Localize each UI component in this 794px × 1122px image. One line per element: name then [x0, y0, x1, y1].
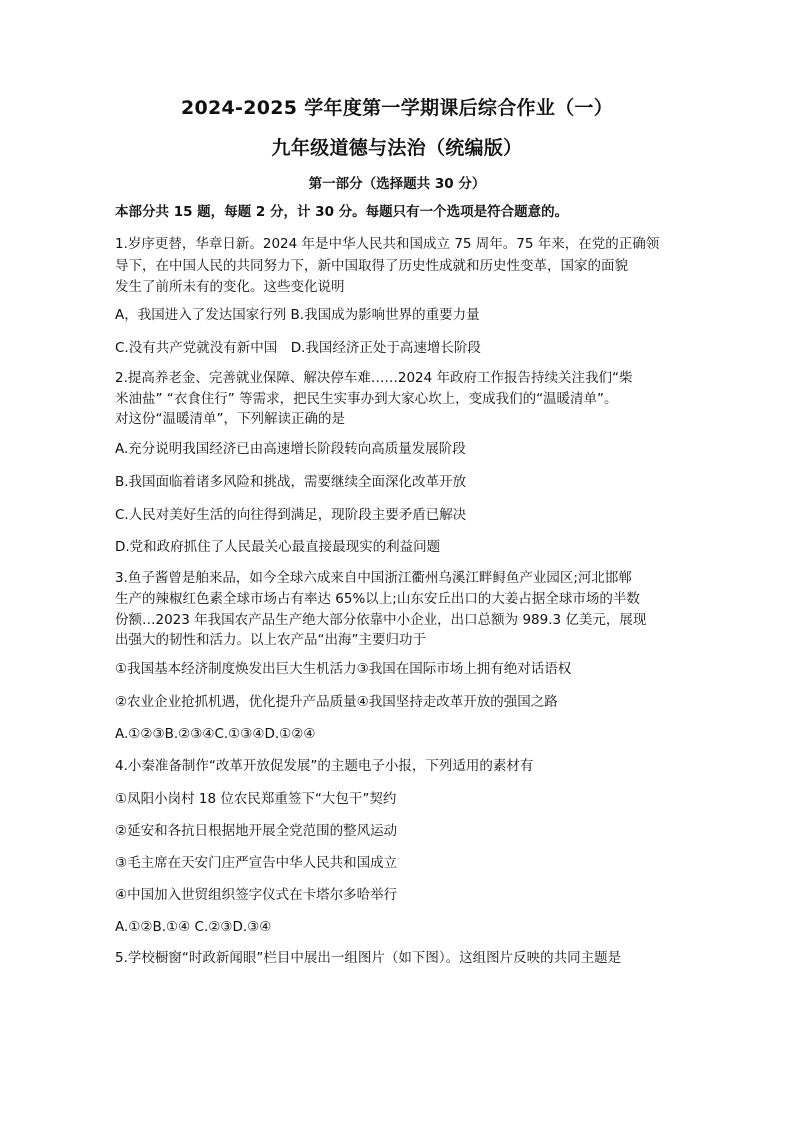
- q2-option-d: D.党和政府抓住了人民最关心最直接最现实的利益问题: [115, 539, 441, 555]
- instructions: 本部分共 15 题，每题 2 分，计 30 分。每题只有一个选项是符合题意的。: [115, 204, 569, 220]
- q1-options-cd: C.没有共产党就没有新中国 D.我国经济正处于高速增长阶段: [115, 340, 481, 356]
- q1-stem-line: 1.岁序更替，华章日新。2024 年是中华人民共和国成立 75 周年。75 年来，在党的正确领: [115, 236, 660, 252]
- q4-options: A.①②B.①④ C.②③D.③④: [115, 919, 272, 935]
- q2-option-c: C.人民对美好生活的向往得到满足，现阶段主要矛盾已解决: [115, 507, 467, 523]
- q3-stem-line: 份额…2023 年我国农产品生产绝大部分依靠中小企业，出口总额为 989.3 亿美元，展现: [115, 612, 647, 628]
- q1-stem-line: 发生了前所未有的变化。这些变化说明: [115, 279, 345, 295]
- q2-stem-line: 对这份“温暖清单”，下列解读正确的是: [115, 411, 345, 427]
- q4-statement: ③毛主席在天安门庄严宣告中华人民共和国成立: [115, 855, 398, 871]
- q4-stem: 4.小秦准备制作“改革开放促发展”的主题电子小报，下列适用的素材有: [115, 758, 534, 774]
- q4-statement: ②延安和各抗日根据地开展全党范围的整风运动: [115, 823, 398, 839]
- q1-stem-line: 导下，在中国人民的共同努力下，新中国取得了历史性成就和历史性变革，国家的面貌: [115, 258, 628, 274]
- q3-statements-1-3: ①我国基本经济制度焕发出巨大生机活力③我国在国际市场上拥有绝对话语权: [115, 661, 572, 677]
- q3-stem-line: 3.鱼子酱曾是舶来品，如今全球六成来自中国浙江衢州乌溪江畔鲟鱼产业园区;河北邯郸: [115, 570, 632, 586]
- section-heading: 第一部分（选择题共 30 分）: [308, 176, 486, 192]
- exam-title: 2024-2025 学年度第一学期课后综合作业（一）: [180, 97, 614, 119]
- q2-option-b: B.我国面临着诸多风险和挑战，需要继续全面深化改革开放: [115, 474, 467, 490]
- q3-options: A.①②③B.②③④C.①③④D.①②④: [115, 726, 316, 742]
- q3-stem-line: 生产的辣椒红色素全球市场占有率达 65%以上;山东安丘出口的大姜占据全球市场的半数: [115, 591, 640, 607]
- q3-statements-2-4: ②农业企业抢抓机遇，优化提升产品质量④我国坚持走改革开放的强国之路: [115, 694, 558, 710]
- q4-statement: ④中国加入世贸组织签字仪式在卡塔尔多哈举行: [115, 887, 398, 903]
- q1-options-ab: A，我国进入了发达国家行列 B.我国成为影响世界的重要力量: [115, 307, 480, 323]
- q3-stem-line: 出强大的韧性和活力。以上农产品“出海”主要归功于: [115, 632, 426, 648]
- q5-stem: 5.学校橱窗“时政新闻眼”栏目中展出一组图片（如下图）。这组图片反映的共同主题是: [115, 950, 622, 966]
- q2-stem-line: 米油盐” “衣食住行” 等需求，把民生实事办到大家心坎上，变成我们的“温暖清单”。: [115, 391, 618, 407]
- exam-subject-title: 九年级道德与法治（统编版）: [271, 137, 523, 159]
- q2-stem-line: 2.提高养老金、完善就业保障、解决停车难……2024 年政府工作报告持续关注我们“柴: [115, 370, 633, 386]
- q4-statement: ①凤阳小岗村 18 位农民郑重签下“大包干”契约: [115, 791, 397, 807]
- q2-option-a: A.充分说明我国经济已由高速增长阶段转向高质量发展阶段: [115, 441, 466, 457]
